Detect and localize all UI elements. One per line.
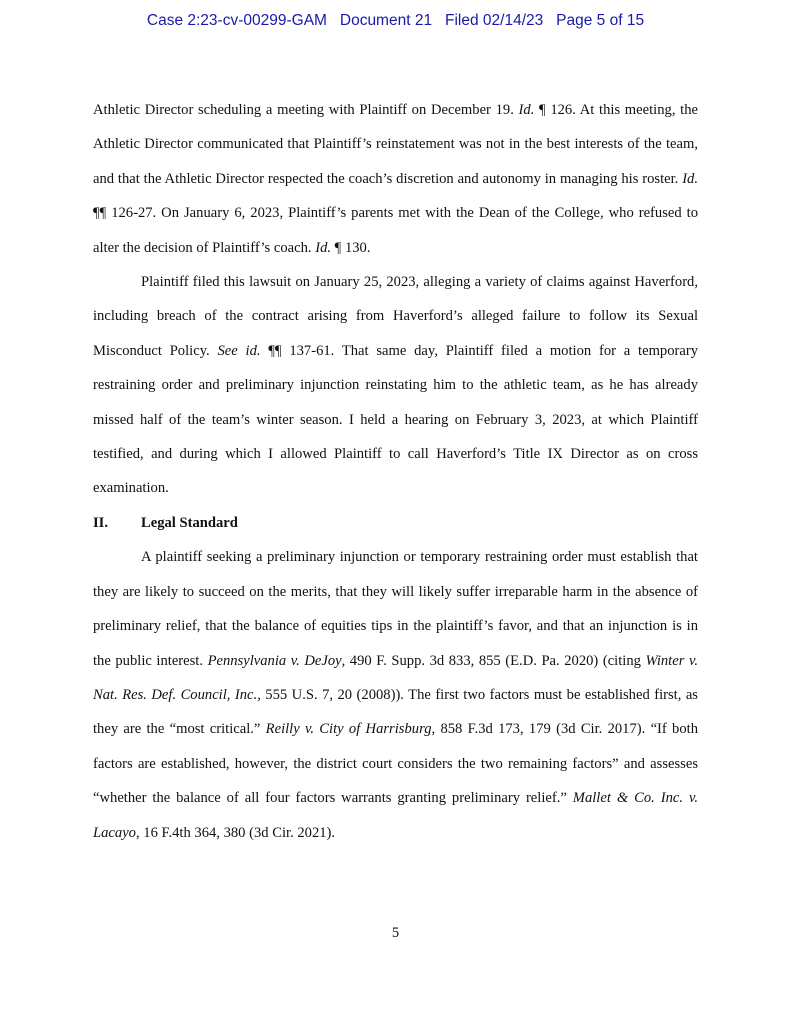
- section-title: Legal Standard: [141, 514, 238, 531]
- paragraph-legal-standard: [93, 540, 698, 850]
- body-text-run: ¶ 126. At this meeting, the Athletic Director communicated that Plaintiff’s reinstatement was not in the best interests of the team, and that the Athletic Director respected the coach’s discretion and autonomy in managing his roster.: [93, 102, 698, 187]
- body-text-run: ¶¶ 126-27. On January 6, 2023, Plaintiff’s parents met with the Dean of the College, who refused to alter the decision of Plaintiff’s coach.: [93, 205, 698, 256]
- document-body: [93, 93, 698, 850]
- citation-text: Pennsylvania v. DeJoy: [207, 652, 342, 669]
- case-number: Case 2:23-cv-00299-GAM: [146, 12, 327, 29]
- filed-date: Filed 02/14/23: [445, 12, 544, 29]
- body-text-run: , 16 F.4th 364, 380 (3d Cir. 2021).: [135, 824, 336, 841]
- body-text-run: , 555 U.S. 7, 20 (2008)). The first two factors must be established first, as they are the “most critical.”: [93, 686, 698, 738]
- body-text-run: , 490 F. Supp. 3d 833, 855 (E.D. Pa. 2020) (citing: [341, 652, 646, 669]
- body-text-run: , 858 F.3d 173, 179 (3d Cir. 2017). “If both factors are established, however, the district court considers the two remaining factors” and assesses “whether the balance of all four factors warrants granting preliminary relief.”: [93, 721, 698, 807]
- section-number: II.: [93, 514, 109, 531]
- court-filing-header: [0, 12, 791, 30]
- citation-text: See id.: [217, 342, 261, 359]
- paragraph-lawsuit-filing: [93, 265, 698, 506]
- section-heading: [93, 506, 698, 540]
- body-text-run: A plaintiff seeking a preliminary injunction or temporary restraining order must establish that they are likely to succeed on the merits, that they will likely suffer irreparable harm in the absence of preliminary relief, that the balance of equities tips in the plaintiff’s favor, and that an injunction is in the public interest.: [93, 549, 698, 669]
- citation-text: Id.: [315, 239, 332, 256]
- citation-text: Mallet & Co. Inc. v. Lacayo: [93, 790, 698, 841]
- body-text-run: Plaintiff filed this lawsuit on January 25, 2023, alleging a variety of claims against Haverford, including breach of the contract arising from Haverford’s alleged failure to follow its Sexual Misconduct Policy.: [93, 274, 698, 359]
- body-text-run: Athletic Director scheduling a meeting with Plaintiff on December 19.: [93, 102, 519, 118]
- body-text-run: ¶¶ 137-61. That same day, Plaintiff filed a motion for a temporary restraining order and preliminary injunction reinstating him to the athletic team, as he has already missed half of the team’s winter season. I held a hearing on February 3, 2023, at which Plaintiff testified, and during which I allowed Plaintiff to call Haverford’s Title IX Director as on cross examination.: [93, 342, 699, 497]
- citation-text: Reilly v. City of Harrisburg: [265, 721, 432, 738]
- citation-text: Id.: [682, 170, 698, 187]
- page-of-total: Page 5 of 15: [556, 12, 645, 29]
- document-number: Document 21: [339, 12, 433, 29]
- page-number: 5: [391, 925, 400, 941]
- citation-text: Winter v. Nat. Res. Def. Council, Inc.: [93, 652, 698, 703]
- body-text-run: ¶ 130.: [331, 239, 371, 256]
- paragraph-continued: [93, 93, 698, 265]
- citation-text: Id.: [518, 102, 535, 118]
